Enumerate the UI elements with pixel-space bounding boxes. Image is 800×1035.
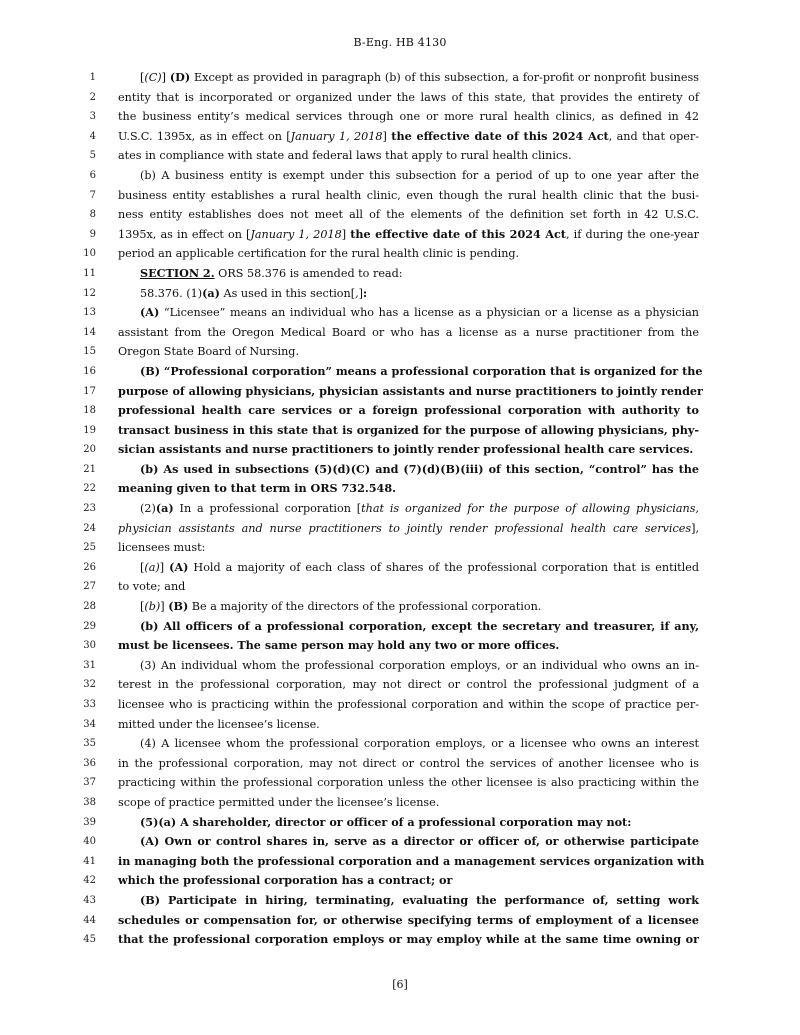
line-text (140, 617, 699, 637)
text-segment: , if during the one-year (565, 227, 699, 241)
line-number: 19 (83, 424, 96, 436)
line-text (140, 734, 699, 754)
text-line (0, 303, 800, 323)
text-segment: Except as provided in paragraph (b) of this subsection, a for-profit or nonprofit business (190, 71, 699, 84)
text-segment: (B) (168, 599, 189, 614)
text-segment: (B) “Professional corporation” means a professional corporation that is organized for the (140, 363, 703, 378)
text-segment: (A) Own or control shares in, serve as a director or officer of, or otherwise participate (140, 834, 699, 849)
line-text (140, 656, 699, 676)
line-number: 28 (83, 601, 96, 613)
line-text (118, 88, 699, 108)
text-segment: the effective date of this 2024 Act (391, 128, 609, 143)
line-number: 24 (83, 522, 96, 534)
text-line (0, 558, 800, 578)
text-line (0, 421, 800, 441)
line-number: 6 (89, 169, 96, 181)
text-segment: As used in this section[ (219, 286, 356, 300)
text-segment: practicing within the professional corporation unless the other licensee is also practicing within the (118, 776, 699, 790)
text-segment: ] (341, 227, 351, 241)
line-number: 5 (89, 150, 96, 162)
text-segment: the business entity’s medical services through one or more rural health clinics, as defined in 42 (118, 110, 699, 124)
line-number: 1 (89, 72, 96, 83)
line-number: 11 (83, 267, 96, 279)
line-text (118, 754, 699, 774)
line-text (118, 715, 699, 735)
line-text (118, 695, 699, 715)
line-text (118, 930, 699, 950)
text-segment: (b) (144, 600, 161, 614)
line-number: 32 (83, 679, 96, 691)
line-text (118, 636, 699, 656)
text-segment: (2) (140, 502, 156, 516)
line-number: 42 (83, 875, 96, 887)
line-text (118, 107, 699, 127)
line-text (118, 911, 699, 931)
line-text (140, 362, 703, 382)
document-header: B-Eng. HB 4130 (353, 36, 447, 49)
text-segment: (a) (202, 285, 220, 300)
page-number: [6] (392, 978, 408, 991)
text-segment: In a professional corporation [ (173, 502, 362, 516)
text-line (0, 186, 800, 206)
text-line (0, 225, 800, 245)
text-line (0, 675, 800, 695)
line-text (118, 479, 699, 499)
text-segment: sician assistants and nurse practitioners to jointly render professional health care services. (118, 442, 694, 457)
text-segment: 1395x, as in effect on [ (118, 227, 251, 241)
line-text (118, 342, 699, 362)
line-number: 36 (83, 757, 96, 769)
text-segment: must be licensees. The same person may hold any two or more offices. (118, 638, 560, 653)
line-text (118, 773, 699, 793)
line-number: 37 (83, 777, 96, 789)
line-number: 39 (83, 816, 96, 828)
text-line (0, 382, 800, 402)
line-text (140, 499, 699, 519)
text-line (0, 107, 800, 127)
line-text (118, 519, 699, 539)
line-text (118, 675, 699, 695)
line-number: 12 (83, 287, 96, 299)
text-segment: “Licensee” means an individual who has a license as a physician or a license as a physician (159, 306, 699, 320)
text-segment: entity that is incorporated or organized under the laws of this state, that provides the entirety of (118, 90, 699, 104)
text-line (0, 284, 800, 304)
text-segment: 58.376. (1) (140, 286, 203, 300)
line-text (140, 813, 699, 833)
line-text (118, 871, 699, 891)
text-segment: (A) (169, 559, 189, 574)
line-number: 4 (89, 130, 96, 142)
text-segment: ] (382, 129, 392, 143)
line-text (118, 146, 699, 166)
text-segment: to vote; and (118, 580, 186, 594)
text-segment: SECTION 2. (140, 265, 215, 280)
line-text (118, 577, 699, 597)
text-segment: schedules or compensation for, or otherwise specifying terms of employment of a licensee (118, 912, 699, 927)
text-line (0, 930, 800, 950)
text-line (0, 68, 800, 88)
line-number: 27 (83, 581, 96, 593)
text-line (0, 813, 800, 833)
text-line (0, 695, 800, 715)
text-segment: (a) (144, 560, 160, 574)
bill-text-body (0, 68, 800, 950)
text-line (0, 342, 800, 362)
text-segment: ] (358, 286, 364, 300)
text-segment: that the professional corporation employs or may employ while at the same time owning or (118, 932, 699, 947)
line-text (118, 323, 699, 343)
text-line (0, 832, 800, 852)
text-segment: (B) Participate in hiring, terminating, evaluating the performance of, setting work (140, 892, 699, 907)
text-segment: (A) (140, 305, 160, 320)
line-number: 9 (89, 228, 96, 240)
text-segment: Oregon State Board of Nursing. (118, 345, 300, 359)
text-segment: Be a majority of the directors of the professional corporation. (188, 600, 542, 614)
line-number: 33 (83, 699, 96, 710)
text-segment: period an applicable certification for the rural health clinic is pending. (118, 247, 520, 261)
line-number: 10 (83, 248, 96, 260)
line-number: 20 (83, 444, 96, 456)
text-line (0, 852, 800, 872)
text-segment: (4) A licensee whom the professional corporation employs, or a licensee who owns an interest (140, 737, 699, 751)
text-segment: (b) As used in subsections (5)(d)(C) and (7)(d)(B)(iii) of this section, “control” has the (140, 461, 699, 476)
text-line (0, 891, 800, 911)
text-line (0, 793, 800, 813)
line-text (118, 401, 699, 421)
text-segment: , (355, 286, 359, 300)
text-segment: scope of practice permitted under the licensee’s license. (118, 795, 440, 809)
text-segment: ], (691, 521, 699, 535)
text-line (0, 499, 800, 519)
line-text (118, 127, 699, 147)
line-text (140, 558, 699, 578)
line-text (118, 244, 699, 264)
text-segment: ] (159, 560, 170, 574)
line-text (140, 597, 699, 617)
text-line (0, 597, 800, 617)
text-segment: [ (140, 560, 145, 574)
text-segment: U.S.C. 1395x, as in effect on [ (118, 129, 291, 143)
text-line (0, 244, 800, 264)
text-segment: (b) All officers of a professional corporation, except the secretary and treasurer, if any, (140, 618, 699, 633)
text-segment: [ (140, 71, 145, 84)
text-segment: (5)(a) A shareholder, director or officer of a professional corporation may not: (140, 814, 632, 829)
text-segment: Hold a majority of each class of shares of the professional corporation that is entitled (188, 560, 700, 574)
text-line (0, 734, 800, 754)
line-number: 23 (83, 503, 96, 515)
text-segment: in the professional corporation, may not direct or control the services of another licensee who is (118, 756, 699, 770)
text-segment: ORS 58.376 is amended to read: (214, 266, 403, 280)
text-line (0, 205, 800, 225)
line-number: 17 (83, 385, 96, 397)
text-segment: ness entity establishes does not meet all of the elements of the definition set forth in 42 U.S.C. (118, 208, 699, 222)
line-number: 25 (83, 542, 96, 554)
line-number: 3 (89, 111, 96, 123)
text-line (0, 911, 800, 931)
line-text (140, 832, 699, 852)
text-segment: in managing both the professional corporation and a management services organization with (118, 853, 705, 868)
text-line (0, 323, 800, 343)
text-segment: mitted under the licensee’s license. (118, 717, 320, 731)
line-text (118, 205, 699, 225)
text-line (0, 88, 800, 108)
text-line (0, 166, 800, 186)
line-number: 15 (83, 346, 96, 358)
text-line (0, 773, 800, 793)
text-segment: which the professional corporation has a contract; or (118, 873, 453, 888)
line-number: 31 (83, 659, 96, 671)
text-segment: ] (161, 71, 170, 84)
line-text (118, 440, 699, 460)
line-number: 44 (83, 914, 96, 926)
text-line (0, 440, 800, 460)
text-line (0, 264, 800, 284)
line-text (140, 68, 699, 88)
text-segment: , and that oper- (608, 129, 699, 143)
text-segment: assistant from the Oregon Medical Board or who has a license as a nurse practitioner from the (118, 325, 699, 339)
text-segment: licensees must: (118, 541, 206, 555)
text-segment: that is organized for the purpose of allowing physicians, (361, 502, 699, 516)
text-line (0, 362, 800, 382)
text-segment: ates in compliance with state and federal laws that apply to rural health clinics. (118, 149, 572, 163)
text-segment: the effective date of this 2024 Act (350, 226, 566, 241)
text-line (0, 754, 800, 774)
line-text (118, 538, 699, 558)
line-text (140, 303, 699, 323)
text-segment: physician assistants and nurse practitioners to jointly render professional health care services (118, 521, 692, 535)
text-segment: ] (160, 600, 169, 614)
text-segment: (a) (155, 501, 174, 516)
line-number: 35 (83, 738, 96, 750)
line-text (140, 166, 699, 186)
line-number: 45 (83, 934, 96, 946)
line-number: 29 (83, 620, 96, 632)
line-number: 18 (83, 405, 96, 417)
line-number: 43 (83, 894, 96, 906)
text-segment: professional health care services or a foreign professional corporation with authority to (118, 403, 699, 418)
text-segment: (b) A business entity is exempt under this subsection for a period of up to one year after the (140, 168, 699, 182)
text-segment: transact business in this state that is organized for the purpose of allowing physicians, phy- (118, 422, 699, 437)
line-text (118, 225, 699, 245)
line-text (118, 382, 703, 402)
text-line (0, 871, 800, 891)
text-segment: licensee who is practicing within the professional corporation and within the scope of practice per- (118, 698, 699, 711)
line-number: 8 (89, 209, 96, 221)
text-line (0, 656, 800, 676)
line-number: 30 (83, 640, 96, 652)
line-text (140, 460, 699, 480)
line-number: 34 (83, 718, 96, 730)
line-text (118, 793, 699, 813)
line-number: 7 (89, 189, 96, 201)
line-text (118, 852, 705, 872)
line-text (140, 264, 699, 284)
line-text (140, 891, 699, 911)
line-number: 22 (83, 483, 96, 495)
line-number: 16 (83, 365, 96, 377)
text-line (0, 127, 800, 147)
text-segment: terest in the professional corporation, may not direct or control the professional judgment of a (118, 678, 699, 692)
text-line (0, 538, 800, 558)
line-number: 13 (83, 307, 96, 319)
text-line (0, 146, 800, 166)
line-number: 40 (83, 836, 96, 848)
line-text (118, 186, 699, 206)
line-number: 41 (83, 855, 96, 867)
line-text (140, 284, 699, 304)
text-segment: purpose of allowing physicians, physician assistants and nurse practitioners to jointly render (118, 383, 703, 398)
text-segment: January 1, 2018 (290, 129, 383, 143)
text-line (0, 577, 800, 597)
text-segment: (C) (144, 71, 162, 84)
text-line (0, 479, 800, 499)
text-segment: January 1, 2018 (250, 227, 342, 241)
text-line (0, 715, 800, 735)
text-segment: (D) (169, 70, 191, 84)
text-line (0, 519, 800, 539)
text-segment: : (363, 285, 368, 300)
text-segment: (3) An individual whom the professional corporation employs, or an individual who owns an in- (140, 658, 699, 672)
line-number: 26 (83, 561, 96, 573)
line-text (118, 421, 699, 441)
line-number: 21 (83, 463, 96, 475)
text-segment: business entity establishes a rural health clinic, even though the rural health clinic that the busi- (118, 188, 699, 202)
text-line (0, 401, 800, 421)
line-number: 2 (89, 91, 96, 103)
text-line (0, 636, 800, 656)
text-segment: meaning given to that term in ORS 732.548. (118, 481, 396, 496)
line-number: 38 (83, 796, 96, 808)
text-line (0, 617, 800, 637)
text-segment: [ (140, 600, 145, 614)
line-number: 14 (83, 326, 96, 338)
text-line (0, 460, 800, 480)
